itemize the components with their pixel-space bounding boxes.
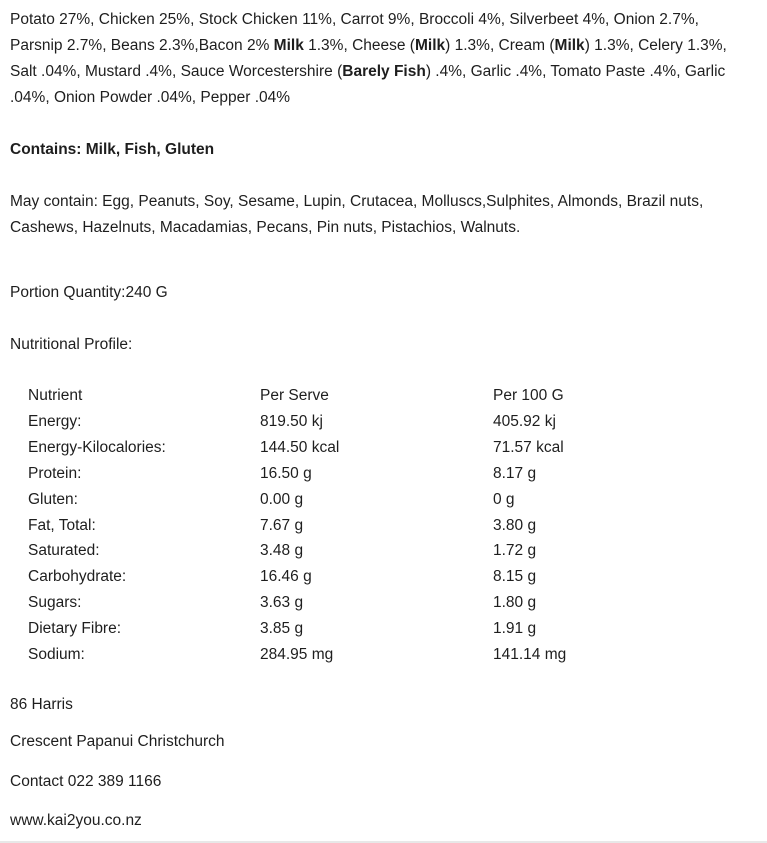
- per-100g-value: 71.57 kcal: [493, 438, 564, 456]
- nutrition-table-row: [28, 590, 745, 616]
- nutrient-name: Fat, Total:: [28, 516, 96, 534]
- per-serve-value: 16.50 g: [260, 464, 312, 482]
- nutrition-table-header-row: [28, 383, 745, 409]
- per-serve-value: 0.00 g: [260, 490, 304, 508]
- nutritional-profile-heading: Nutritional Profile:: [10, 336, 133, 353]
- per-100g-value: 0 g: [493, 490, 515, 508]
- ingredients-paragraph: [10, 7, 745, 111]
- per-serve-value: 16.46 g: [260, 568, 312, 586]
- per-100g-value: 1.72 g: [493, 542, 537, 560]
- allergen-emphasis-text: Barely Fish: [342, 63, 426, 80]
- per-100g-value: 1.80 g: [493, 594, 537, 612]
- nutrition-table-row: [28, 513, 745, 539]
- nutrient-name: Sugars:: [28, 594, 82, 612]
- nutrient-name: Saturated:: [28, 542, 100, 560]
- allergen-emphasis-text: Milk: [554, 37, 585, 54]
- contains-statement: Contains: Milk, Fish, Gluten: [10, 141, 215, 158]
- nutrient-name: Dietary Fibre:: [28, 620, 122, 638]
- per-serve-value: 7.67 g: [260, 516, 304, 534]
- per-100g-value: 8.15 g: [493, 568, 537, 586]
- may-contain-statement: May contain: Egg, Peanuts, Soy, Sesame, Lupin, Crutacea, Molluscs,Sulphites, Almonds, Brazil nuts, Cashews, Hazelnuts, Macadamias, Pecans, Pin nuts, Pistachios, Walnuts.: [10, 193, 704, 236]
- nutrient-name: Protein:: [28, 464, 82, 482]
- nutrient-name: Carbohydrate:: [28, 568, 127, 586]
- address-line-2: Crescent Papanui Christchurch: [10, 732, 225, 750]
- column-header-per-100g-value: Per 100 G: [493, 387, 564, 404]
- per-100g-value: 405.92 kj: [493, 412, 556, 430]
- nutrition-table: [28, 383, 745, 668]
- per-serve-value: 3.85 g: [260, 620, 304, 638]
- nutrition-table-row: [28, 616, 745, 642]
- nutrition-table-row: [28, 461, 745, 487]
- per-100g-value: 141.14 mg: [493, 646, 567, 664]
- nutrition-table-row: [28, 642, 745, 668]
- allergen-emphasis-text: Milk: [273, 37, 304, 54]
- nutrition-table-row: [28, 435, 745, 461]
- portion-quantity: Portion Quantity:240 G: [10, 284, 168, 301]
- ingredient-text: Potato 27%, Chicken 25%, Stock Chicken 11%, Carrot 9%, Broccoli 4%, Silverbeet 4%, Onion 2.7%, Parsnip 2.7%, Beans 2.3%,Bacon 2%: [10, 11, 699, 54]
- column-header-nutrient-name: Nutrient: [28, 387, 83, 404]
- per-serve-value: 144.50 kcal: [260, 438, 340, 456]
- nutrient-name: Energy-Kilocalories:: [28, 438, 166, 456]
- website-url: www.kai2you.co.nz: [10, 811, 142, 829]
- nutrient-name: Energy:: [28, 412, 82, 430]
- per-serve-value: 3.48 g: [260, 542, 304, 560]
- ingredient-text: ) .4%, Garlic .4%, Tomato Paste .4%, Garlic .04%, Onion Powder .04%, Pepper .04%: [10, 63, 726, 106]
- address-line-1: 86 Harris: [10, 695, 73, 713]
- nutrition-table-row: [28, 409, 745, 435]
- per-serve-value: 3.63 g: [260, 594, 304, 612]
- column-header-per-serve-value: Per Serve: [260, 387, 329, 404]
- allergen-emphasis-text: Milk: [414, 37, 446, 54]
- per-100g-value: 1.91 g: [493, 620, 537, 638]
- ingredient-text: 1.3%, Cheese (: [303, 37, 415, 54]
- per-100g-value: 8.17 g: [493, 464, 537, 482]
- nutrition-table-row: [28, 564, 745, 590]
- per-100g-value: 3.80 g: [493, 516, 537, 534]
- nutrition-table-row: [28, 487, 745, 513]
- nutrient-name: Gluten:: [28, 490, 78, 508]
- ingredient-text: ) 1.3%, Cream (: [445, 37, 555, 54]
- contact-phone: Contact 022 389 1166: [10, 772, 162, 790]
- nutrition-table-row: [28, 538, 745, 564]
- per-serve-value: 284.95 mg: [260, 646, 334, 664]
- per-serve-value: 819.50 kj: [260, 412, 323, 430]
- ingredient-text: ) 1.3%, Celery 1.3%, Salt .04%, Mustard .4%, Sauce Worcestershire (: [10, 37, 727, 80]
- nutrient-name: Sodium:: [28, 646, 85, 664]
